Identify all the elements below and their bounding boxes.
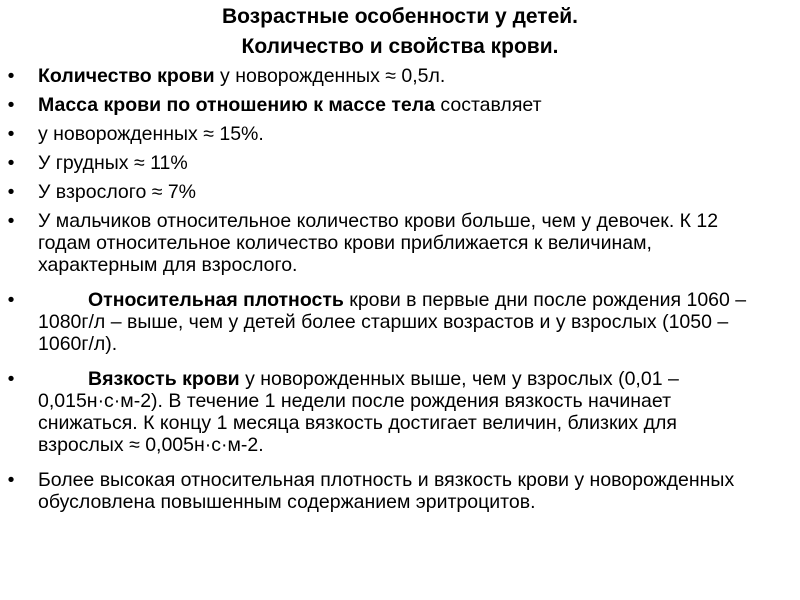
- item-text: У грудных ≈ 11%: [38, 152, 188, 174]
- item-bold: Вязкость крови: [88, 368, 240, 390]
- bullet-icon: •: [7, 210, 15, 232]
- item-text: У мальчиков относительное количество крови больше, чем у девочек. К 12 годам относительное количество крови приближается к величинам, характерным для взрослого.: [38, 210, 719, 276]
- title-line-2: Количество и свойства крови.: [241, 35, 559, 58]
- item-bold: Количество крови: [38, 65, 215, 87]
- item-text: У взрослого ≈ 7%: [38, 181, 197, 203]
- item-text: крови в первые дни после рождения 1060 – 1080г/л – выше, чем у детей более старших возрастов и у взрослых (1050 – 1060г/л).: [38, 289, 747, 355]
- item-text: у новорожденных выше, чем у взрослых (0,01 – 0,015н·с·м-2). В течение 1 недели после рождения вязкость начинает снижаться. К концу 1 месяца вязкость достигает величин, близких для взрослых ≈ 0,005н·с·м-2.: [38, 368, 679, 456]
- slide-title: [0, 2, 800, 62]
- list-item: [0, 152, 800, 174]
- item-bold: Относительная плотность: [88, 289, 344, 311]
- list-item: [0, 368, 800, 456]
- bullet-list: [0, 65, 800, 520]
- bullet-icon: •: [7, 469, 15, 491]
- item-text: у новорожденных ≈ 0,5л.: [214, 65, 446, 87]
- item-text: у новорожденных ≈ 15%.: [38, 123, 264, 145]
- item-text: составляет: [434, 94, 542, 116]
- list-item: [0, 210, 800, 276]
- bullet-icon: •: [7, 289, 15, 311]
- list-item: [0, 289, 800, 355]
- bullet-icon: •: [7, 94, 15, 116]
- bullet-icon: •: [7, 123, 15, 145]
- list-item: [0, 469, 800, 513]
- bullet-icon: •: [7, 152, 15, 174]
- list-item: [0, 181, 800, 203]
- list-item: [0, 65, 800, 87]
- item-bold: Масса крови по отношению к массе тела: [38, 94, 435, 116]
- bullet-icon: •: [7, 181, 15, 203]
- list-item: [0, 123, 800, 145]
- bullet-icon: •: [7, 65, 15, 87]
- item-text: Более высокая относительная плотность и вязкость крови у новорожденных обусловлена повышенным содержанием эритроцитов.: [38, 469, 735, 513]
- list-item: [0, 94, 800, 116]
- bullet-icon: •: [7, 368, 15, 390]
- title-line-1: Возрастные особенности у детей.: [221, 5, 579, 28]
